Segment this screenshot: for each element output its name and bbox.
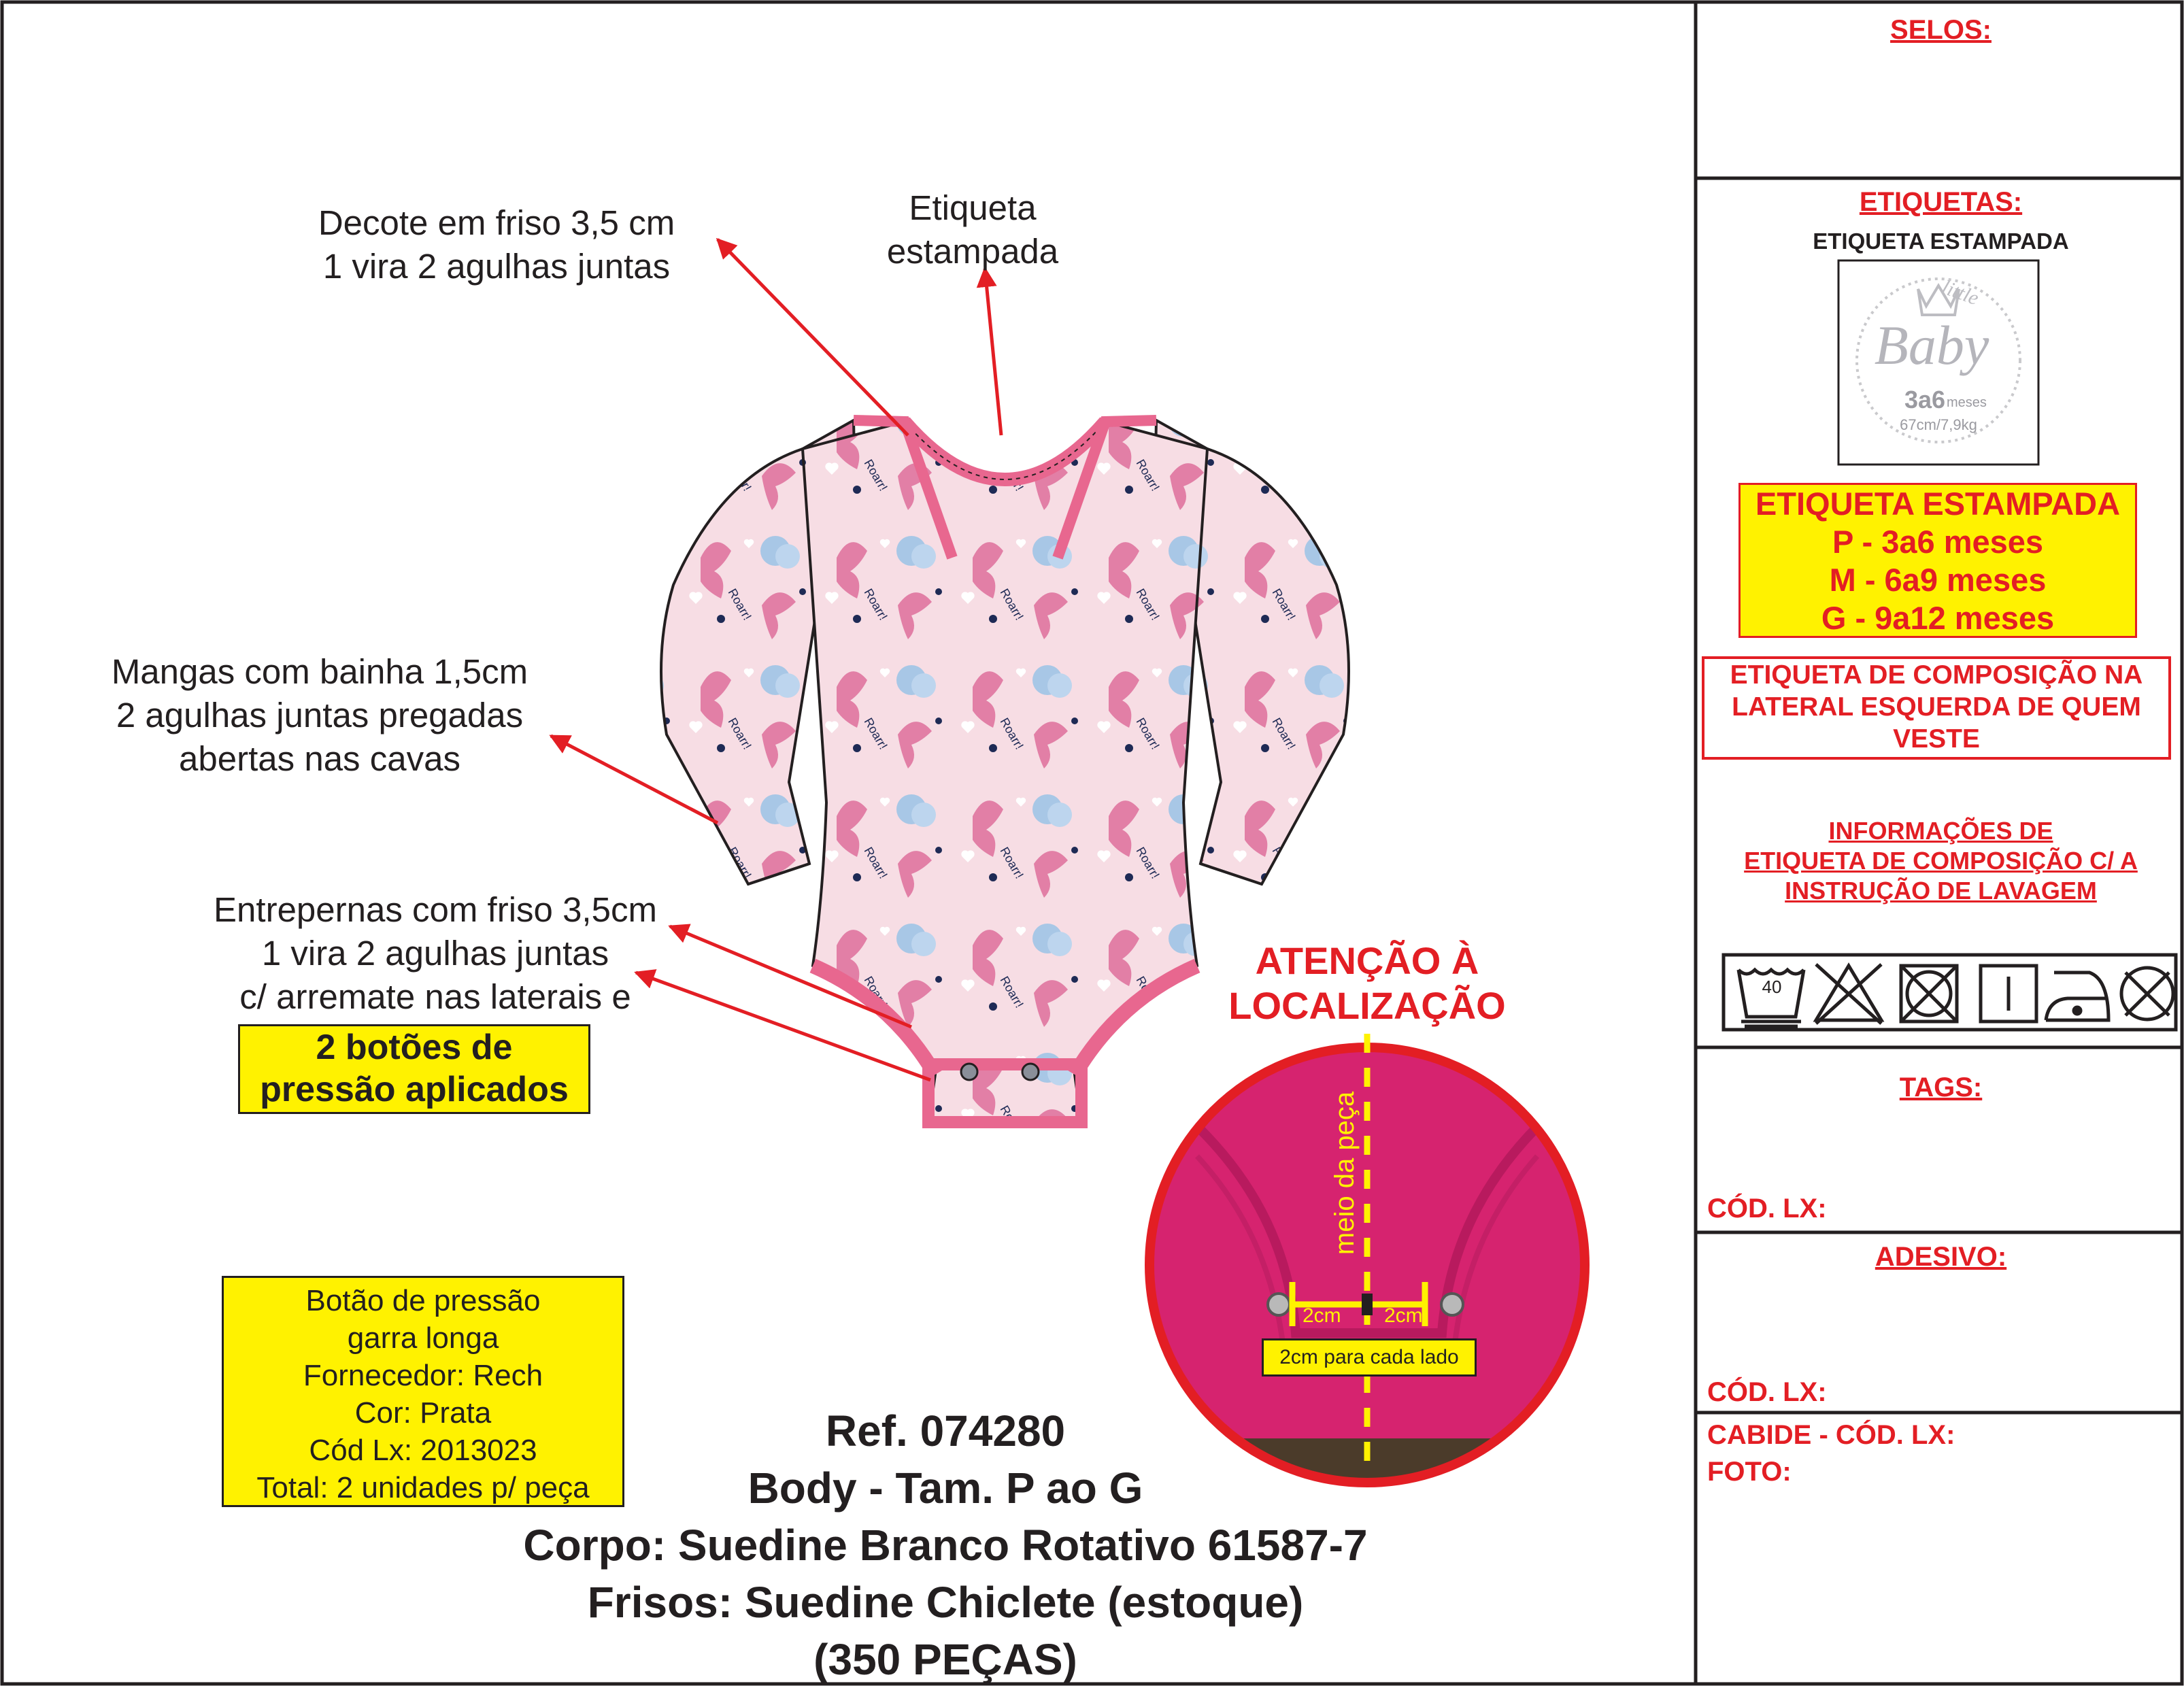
mangas-line-1: Mangas com bainha 1,5cm — [111, 652, 528, 691]
tags-cod-lx: CÓD. LX: — [1707, 1194, 1827, 1223]
etiquetas-header: ETIQUETAS: — [1859, 187, 2023, 217]
size-g: G - 9a12 meses — [1821, 600, 2055, 636]
size-box — [1738, 483, 2137, 638]
product-ref: Ref. 074280 — [825, 1406, 1066, 1455]
cabide-cod-lx: CABIDE - CÓD. LX: — [1707, 1420, 1955, 1450]
product-quantity: (350 PEÇAS) — [813, 1635, 1077, 1684]
composicao-box — [1702, 656, 2171, 760]
logo-little-text: little — [1938, 275, 1982, 310]
informacoes-line-2: ETIQUETA DE COMPOSIÇÃO C/ A — [1744, 847, 2138, 875]
care-symbols — [1724, 955, 2176, 1030]
button-spec-line: Fornecedor: Rech — [303, 1359, 543, 1392]
center-label: meio da peça — [1330, 1091, 1360, 1255]
product-name: Body - Tam. P ao G — [747, 1464, 1143, 1513]
entrepernas-line-2: 1 vira 2 agulhas juntas — [261, 934, 609, 973]
botoes-line-2: pressão aplicados — [260, 1070, 569, 1109]
botoes-line-1: 2 botões de — [316, 1028, 513, 1067]
logo-brand-text: Baby — [1874, 314, 1989, 376]
button-spec-line: Cód Lx: 2013023 — [309, 1434, 537, 1467]
logo-size-unit: meses — [1947, 395, 1987, 410]
button-spec-line: Total: 2 unidades p/ peça — [256, 1471, 590, 1504]
attention-title — [1197, 939, 1537, 1028]
tags-header: TAGS: — [1899, 1073, 1983, 1102]
logo-size-text: 3a6 — [1904, 386, 1946, 413]
adesivo-header: ADESIVO: — [1875, 1242, 2007, 1272]
logo-measures-text: 67cm/7,9kg — [1900, 416, 1977, 433]
mangas-line-3: abertas nas cavas — [179, 739, 460, 778]
informacoes-line-3: INSTRUÇÃO DE LAVAGEM — [1785, 877, 2097, 905]
button-spec-line: Botão de pressão — [305, 1284, 541, 1317]
adesivo-cod-lx: CÓD. LX: — [1707, 1377, 1827, 1407]
selos-header: SELOS: — [1890, 15, 1992, 45]
size-p: P - 3a6 meses — [1832, 524, 2044, 560]
informacoes-text — [1698, 816, 2184, 906]
size-box-title: ETIQUETA ESTAMPADA — [1755, 486, 2121, 522]
decote-line-2: 1 vira 2 agulhas juntas — [322, 247, 671, 286]
informacoes-line-1: INFORMAÇÕES DE — [1828, 817, 2053, 845]
entrepernas-line-3: c/ arremate nas laterais e — [239, 977, 631, 1016]
composicao-line-1: ETIQUETA DE COMPOSIÇÃO NA — [1730, 660, 2143, 690]
etiqueta-estampada-label: ETIQUETA ESTAMPADA — [1813, 229, 2069, 254]
composicao-line-3: VESTE — [1893, 724, 1980, 754]
composicao-line-2: LATERAL ESQUERDA DE QUEM — [1732, 692, 2141, 722]
attention-title-line-2: LOCALIZAÇÃO — [1228, 984, 1506, 1027]
etiqueta-line-2: estampada — [886, 232, 1059, 271]
button-spec-line: Cor: Prata — [354, 1396, 492, 1430]
product-frisos: Frisos: Suedine Chiclete (estoque) — [587, 1578, 1304, 1627]
decote-line-1: Decote em friso 3,5 cm — [318, 203, 675, 242]
annotation-decote — [272, 201, 721, 288]
attention-title-line-1: ATENÇÃO À — [1255, 939, 1479, 982]
mangas-line-2: 2 agulhas juntas pregadas — [116, 696, 524, 735]
printed-label-logo — [1838, 260, 2038, 465]
product-corpo: Corpo: Suedine Branco Rotativo 61587-7 — [523, 1521, 1368, 1570]
wash-temperature: 40 — [1762, 977, 1782, 997]
annotation-mangas — [41, 650, 599, 781]
right-measure: 2cm — [1384, 1304, 1423, 1327]
annotation-etiqueta — [837, 186, 1109, 273]
measure-note: 2cm para cada lado — [1262, 1338, 1477, 1377]
button-spec-line: garra longa — [347, 1321, 499, 1355]
foto-label: FOTO: — [1707, 1457, 1792, 1487]
left-measure: 2cm — [1303, 1304, 1341, 1327]
etiqueta-line-1: Etiqueta — [909, 188, 1037, 227]
entrepernas-line-1: Entrepernas com friso 3,5cm — [214, 890, 657, 929]
size-m: M - 6a9 meses — [1829, 562, 2047, 598]
botoes-highlight — [238, 1024, 590, 1114]
annotation-entrepernas — [136, 888, 735, 1019]
